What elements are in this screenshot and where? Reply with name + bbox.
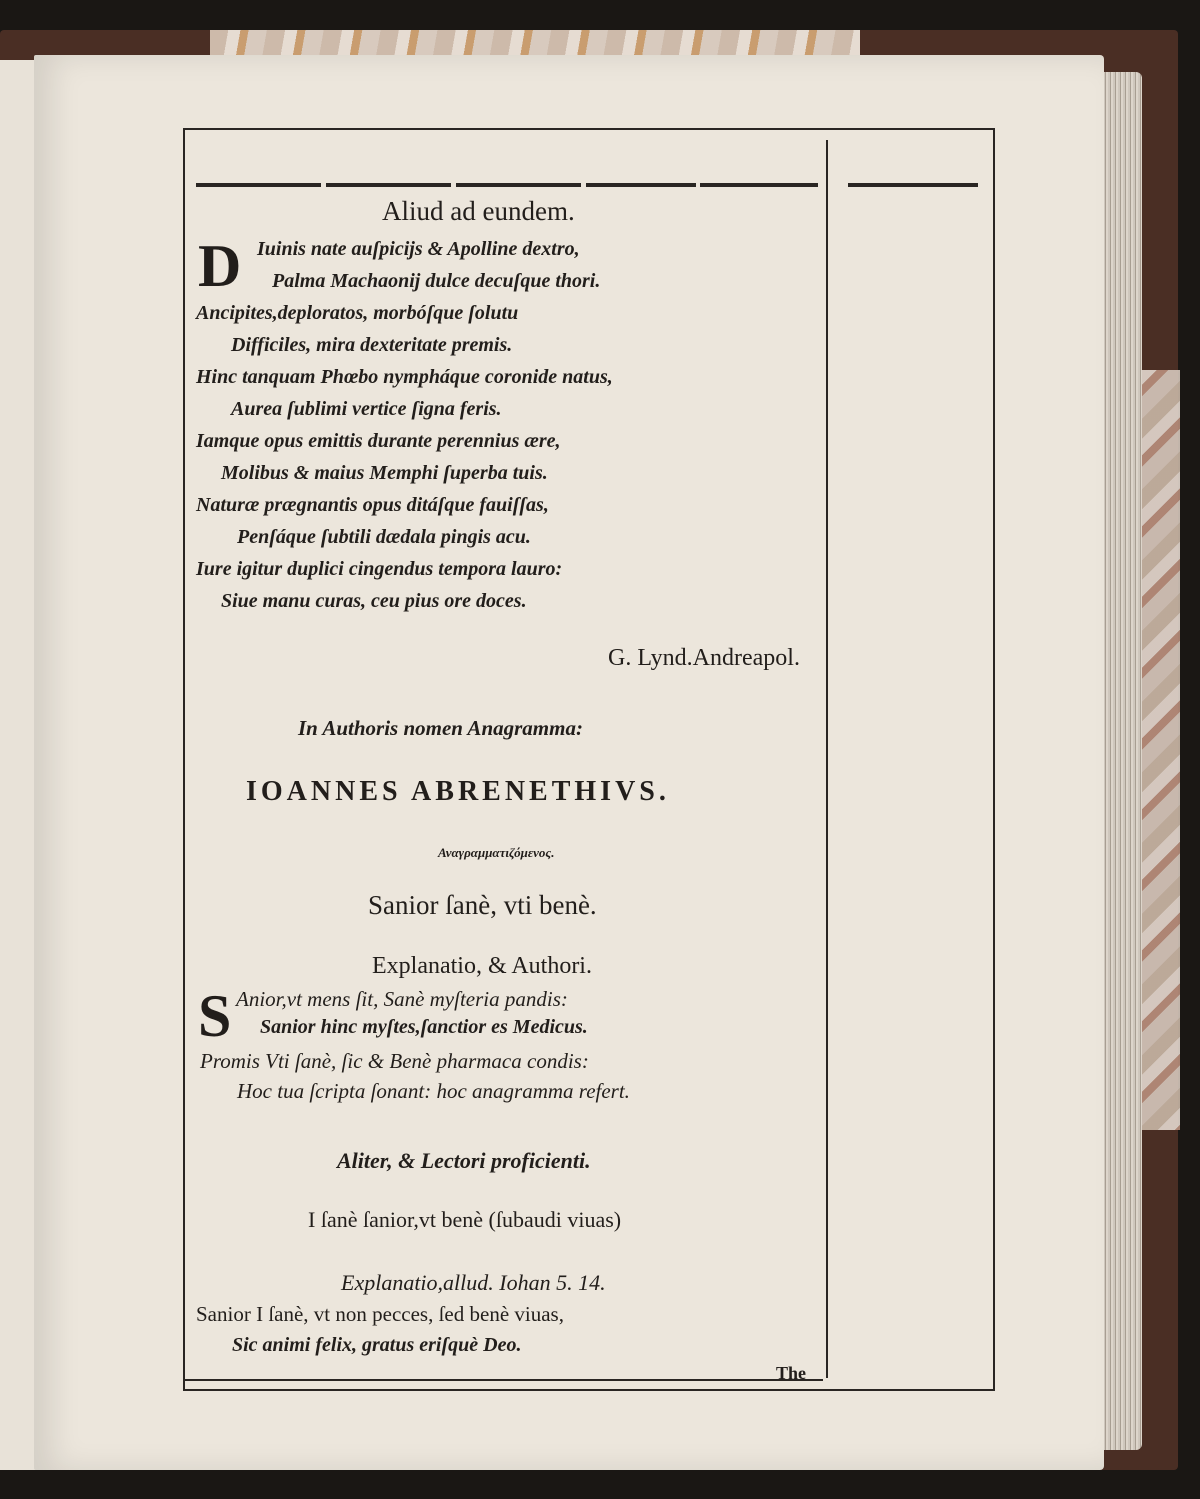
i-sane-line: I ſanè ſanior,vt benè (ſubaudi viuas): [308, 1207, 622, 1232]
poem1-line-1: Iuinis nate auſpicijs & Apolline dextro,: [257, 238, 580, 260]
head-rule-5: [700, 183, 818, 187]
poem1-line-6: Aurea ſublimi vertice ſigna feris.: [231, 398, 502, 420]
anagram-heading: In Authoris nomen Anagramma:: [298, 716, 583, 740]
poem1-line-3: Ancipites,deploratos, morbóſque ſolutu: [196, 302, 519, 324]
heading: Aliud ad eundem.: [382, 196, 575, 226]
page-edges: [1098, 72, 1142, 1450]
poem1-line-12: Siue manu curas, ceu pius ore doces.: [221, 590, 527, 612]
explanatio-allud: Explanatio,allud. Iohan 5. 14.: [341, 1270, 606, 1295]
drop-cap-s: S: [198, 983, 232, 1049]
author-name: IOANNES ABRENETHIVS.: [246, 776, 670, 807]
greek-word: Αναγραμματιζόμενος.: [438, 845, 555, 860]
head-rule-3: [456, 183, 581, 187]
head-rule-4: [586, 183, 696, 187]
poem1-line-7: Iamque opus emittis durante perennius ære,: [196, 430, 561, 452]
signature: G. Lynd.Andreapol.: [608, 645, 800, 671]
poem1-line-9: Naturæ prægnantis opus ditáſque fauiſſas,: [196, 494, 549, 516]
poem2-line-4: Hoc tua ſcripta ſonant: hoc anagramma refert.: [237, 1079, 630, 1103]
poem1-line-5: Hinc tanquam Phœbo nympháque coronide natus,: [196, 366, 613, 388]
poem2-line-2: Sanior hinc myſtes,ſanctior es Medicus.: [260, 1016, 588, 1038]
bottom-rule: [183, 1379, 823, 1381]
poem2-line-1: Anior,vt mens ſit, Sanè myſteria pandis:: [236, 987, 568, 1011]
poem1-line-8: Molibus & maius Memphi ſuperba tuis.: [221, 462, 548, 484]
aliter-heading: Aliter, & Lectori proficienti.: [337, 1148, 591, 1173]
poem1-line-4: Difficiles, mira dexteritate premis.: [231, 334, 513, 356]
poem1-line-11: Iure igitur duplici cingendus tempora lauro:: [196, 558, 563, 580]
poem3-line-1: Sanior I ſanè, vt non pecces, ſed benè viuas,: [196, 1302, 564, 1326]
anagram: Sanior ſanè, vti benè.: [368, 890, 597, 920]
poem1-line-10: Penſáque ſubtili dædala pingis acu.: [237, 526, 531, 548]
head-rule-2: [326, 183, 451, 187]
drop-cap-d: D: [198, 233, 242, 299]
margin-rule: [826, 140, 828, 1378]
catchword: The: [776, 1363, 807, 1383]
poem3-line-2: Sic animi felix, gratus eriſquè Deo.: [232, 1334, 522, 1356]
poem2-line-3: Promis Vti ſanè, ſic & Benè pharmaca condis:: [200, 1049, 589, 1073]
head-rule-1: [196, 183, 321, 187]
poem1-line-2: Palma Machaonij dulce decuſque thori.: [272, 270, 601, 292]
explanatio-heading: Explanatio, & Authori.: [372, 953, 592, 979]
head-rule-margin: [848, 183, 978, 187]
